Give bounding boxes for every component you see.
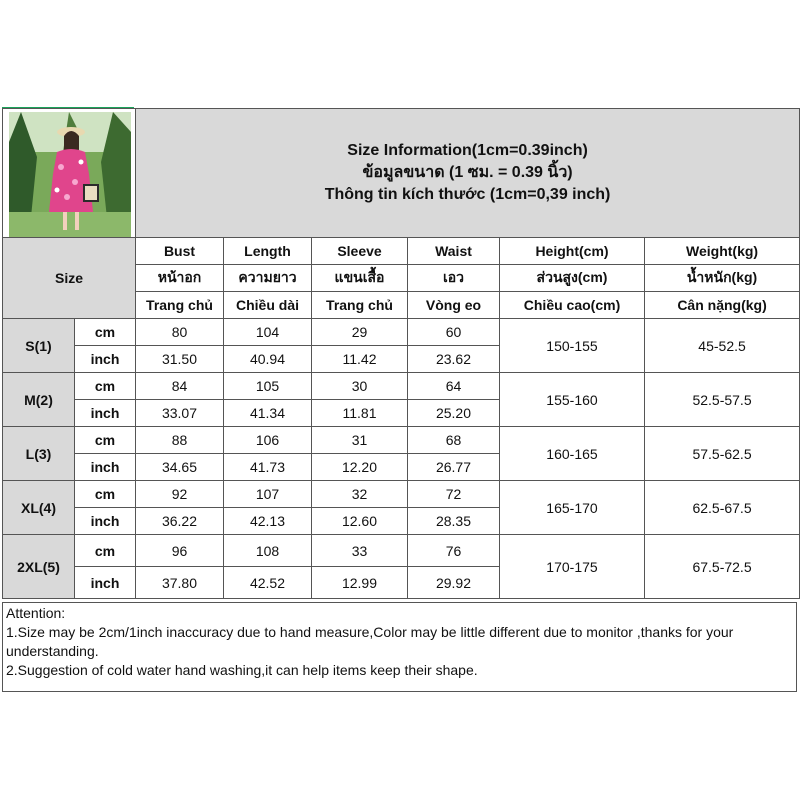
bust-inch: 34.65 <box>136 454 224 481</box>
bust-cm: 88 <box>136 427 224 454</box>
unit-label: cm <box>75 373 136 400</box>
weight-range: 45-52.5 <box>645 319 800 373</box>
waist-inch: 26.77 <box>408 454 500 481</box>
size-column-label: Size <box>3 238 136 319</box>
unit-label: inch <box>75 400 136 427</box>
column-header-waist-thai: เอว <box>408 265 500 292</box>
waist-cm: 60 <box>408 319 500 346</box>
length-cm: 107 <box>224 481 312 508</box>
size-name: M(2) <box>3 373 75 427</box>
header-title-english: Size Information(1cm=0.39inch) <box>347 142 588 159</box>
unit-label: inch <box>75 346 136 373</box>
column-header-bust-vietnamese: Trang chủ <box>136 292 224 319</box>
size-information-header <box>136 109 800 238</box>
sleeve-inch: 12.20 <box>312 454 408 481</box>
length-inch: 41.73 <box>224 454 312 481</box>
column-header-waist-vietnamese: Vòng eo <box>408 292 500 319</box>
column-header-bust-thai: หน้าอก <box>136 265 224 292</box>
unit-label: cm <box>75 535 136 567</box>
bust-inch: 36.22 <box>136 508 224 535</box>
length-cm: 108 <box>224 535 312 567</box>
size-name: 2XL(5) <box>3 535 75 599</box>
height-range: 155-160 <box>500 373 645 427</box>
woman-in-pink-floral-dress-photo <box>9 112 131 237</box>
length-cm: 106 <box>224 427 312 454</box>
weight-range: 67.5-72.5 <box>645 535 800 599</box>
column-header-weight-thai: น้ำหนัก(kg) <box>645 265 800 292</box>
table-row <box>3 319 800 346</box>
weight-range: 52.5-57.5 <box>645 373 800 427</box>
column-header-length-vietnamese: Chiều dài <box>224 292 312 319</box>
size-name: L(3) <box>3 427 75 481</box>
table-row <box>3 373 800 400</box>
waist-inch: 28.35 <box>408 508 500 535</box>
bust-cm: 80 <box>136 319 224 346</box>
header-title-thai: ข้อมูลขนาด (1 ซม. = 0.39 นิ้ว) <box>362 164 573 181</box>
bust-cm: 92 <box>136 481 224 508</box>
column-header-weight: Weight(kg) <box>645 238 800 265</box>
column-header-waist: Waist <box>408 238 500 265</box>
length-cm: 105 <box>224 373 312 400</box>
unit-label: cm <box>75 481 136 508</box>
column-header-height-thai: ส่วนสูง(cm) <box>500 265 645 292</box>
column-header-weight-vietnamese: Cân nặng(kg) <box>645 292 800 319</box>
size-chart-table <box>2 108 800 599</box>
length-inch: 42.52 <box>224 567 312 599</box>
height-range: 165-170 <box>500 481 645 535</box>
sleeve-cm: 29 <box>312 319 408 346</box>
column-header-bust: Bust <box>136 238 224 265</box>
unit-label: inch <box>75 454 136 481</box>
column-header-height: Height(cm) <box>500 238 645 265</box>
column-header-height-vietnamese: Chiều cao(cm) <box>500 292 645 319</box>
attention-note-1: 1.Size may be 2cm/1inch inaccuracy due to hand measure,Color may be little different due to monitor ,thanks for your understanding. <box>6 624 734 659</box>
length-inch: 42.13 <box>224 508 312 535</box>
size-name: XL(4) <box>3 481 75 535</box>
table-row <box>3 481 800 508</box>
waist-inch: 23.62 <box>408 346 500 373</box>
height-range: 160-165 <box>500 427 645 481</box>
attention-title: Attention: <box>6 605 66 621</box>
length-inch: 41.34 <box>224 400 312 427</box>
column-header-sleeve-vietnamese: Trang chủ <box>312 292 408 319</box>
column-header-sleeve-thai: แขนเสื้อ <box>312 265 408 292</box>
sleeve-inch: 12.60 <box>312 508 408 535</box>
product-photo-cell <box>3 109 136 238</box>
height-range: 150-155 <box>500 319 645 373</box>
table-row <box>3 427 800 454</box>
waist-inch: 25.20 <box>408 400 500 427</box>
sleeve-cm: 30 <box>312 373 408 400</box>
length-inch: 40.94 <box>224 346 312 373</box>
height-range: 170-175 <box>500 535 645 599</box>
attention-note-2: 2.Suggestion of cold water hand washing,it can help items keep their shape. <box>6 662 478 678</box>
bust-inch: 31.50 <box>136 346 224 373</box>
table-row <box>3 535 800 567</box>
header-title-vietnamese: Thông tin kích thước (1cm=0,39 inch) <box>324 186 611 203</box>
bust-inch: 37.80 <box>136 567 224 599</box>
column-header-length-thai: ความยาว <box>224 265 312 292</box>
bust-cm: 96 <box>136 535 224 567</box>
sleeve-inch: 11.81 <box>312 400 408 427</box>
size-name: S(1) <box>3 319 75 373</box>
sleeve-cm: 31 <box>312 427 408 454</box>
sleeve-cm: 33 <box>312 535 408 567</box>
unit-label: inch <box>75 567 136 599</box>
waist-inch: 29.92 <box>408 567 500 599</box>
bust-cm: 84 <box>136 373 224 400</box>
waist-cm: 68 <box>408 427 500 454</box>
weight-range: 57.5-62.5 <box>645 427 800 481</box>
bust-inch: 33.07 <box>136 400 224 427</box>
waist-cm: 72 <box>408 481 500 508</box>
column-header-length: Length <box>224 238 312 265</box>
unit-label: cm <box>75 427 136 454</box>
waist-cm: 76 <box>408 535 500 567</box>
waist-cm: 64 <box>408 373 500 400</box>
sleeve-cm: 32 <box>312 481 408 508</box>
column-header-sleeve: Sleeve <box>312 238 408 265</box>
unit-label: cm <box>75 319 136 346</box>
attention-notes <box>2 602 797 692</box>
weight-range: 62.5-67.5 <box>645 481 800 535</box>
length-cm: 104 <box>224 319 312 346</box>
sleeve-inch: 12.99 <box>312 567 408 599</box>
sleeve-inch: 11.42 <box>312 346 408 373</box>
unit-label: inch <box>75 508 136 535</box>
